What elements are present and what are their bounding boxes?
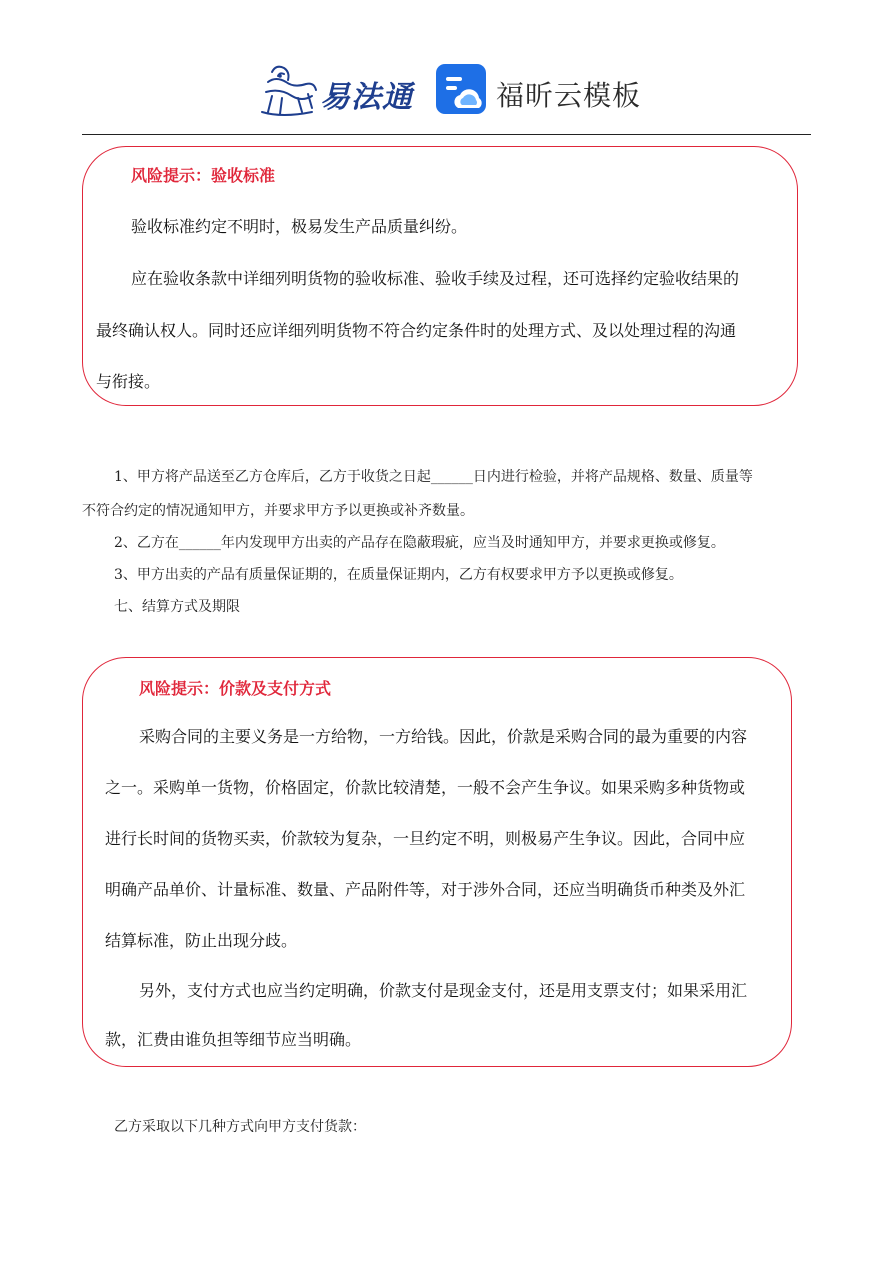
risk-box-line: 明确产品单价、计量标准、数量、产品附件等，对于涉外合同，还应当明确货币种类及外汇 xyxy=(105,880,746,899)
fuxin-template-logo xyxy=(436,64,646,120)
risk-box-line: 款，汇费由谁负担等细节应当明确。 xyxy=(105,1030,362,1049)
risk-box-line: 采购合同的主要义务是一方给物，一方给钱。因此，价款是采购合同的最为重要的内容 xyxy=(139,727,748,746)
header-divider xyxy=(82,134,811,135)
risk-box-title: 风险提示：验收标准 xyxy=(131,166,276,185)
yifatong-logo-text: 易法通 xyxy=(320,80,413,115)
yifatong-logo xyxy=(258,62,418,120)
risk-box-line: 进行长时间的货物买卖，价款较为复杂，一旦约定不明，则极易产生争议。因此，合同中应 xyxy=(105,829,746,848)
risk-box-title: 风险提示：价款及支付方式 xyxy=(139,679,332,698)
section-heading: 七、结算方式及期限 xyxy=(114,599,240,615)
risk-box-line: 另外，支付方式也应当约定明确，价款支付是现金支付，还是用支票支付；如果采用汇 xyxy=(139,981,748,1000)
risk-box-line: 最终确认权人。同时还应详细列明货物不符合约定条件时的处理方式、及以处理过程的沟通 xyxy=(96,321,737,340)
page-header xyxy=(0,58,893,124)
risk-box-acceptance xyxy=(82,146,798,406)
clause-line: 1、甲方将产品送至乙方仓库后，乙方于收货之日起______日内进行检验，并将产品规格、数量、质量等 xyxy=(114,469,753,485)
fuxin-template-logo-text: 福昕云模板 xyxy=(496,79,642,112)
risk-box-line: 验收标准约定不明时，极易发生产品质量纠纷。 xyxy=(131,217,468,236)
cloud-document-icon xyxy=(436,64,488,116)
clause-line: 不符合约定的情况通知甲方，并要求甲方予以更换或补齐数量。 xyxy=(82,503,474,519)
risk-box-line: 与衔接。 xyxy=(96,372,161,391)
risk-box-payment xyxy=(82,657,792,1067)
clause-line: 3、甲方出卖的产品有质量保证期的，在质量保证期内，乙方有权要求甲方予以更换或修复。 xyxy=(114,567,683,583)
clause-line: 乙方采取以下几种方式向甲方支付货款： xyxy=(114,1119,366,1135)
risk-box-line: 结算标准，防止出现分歧。 xyxy=(105,931,298,950)
clause-line: 2、乙方在______年内发现甲方出卖的产品存在隐蔽瑕疵，应当及时通知甲方，并要求更换或修复。 xyxy=(114,535,725,551)
qilin-mascot-icon xyxy=(258,62,320,120)
risk-box-line: 应在验收条款中详细列明货物的验收标准、验收手续及过程，还可选择约定验收结果的 xyxy=(131,269,740,288)
risk-box-line: 之一。采购单一货物，价格固定，价款比较清楚，一般不会产生争议。如果采购多种货物或 xyxy=(105,778,746,797)
